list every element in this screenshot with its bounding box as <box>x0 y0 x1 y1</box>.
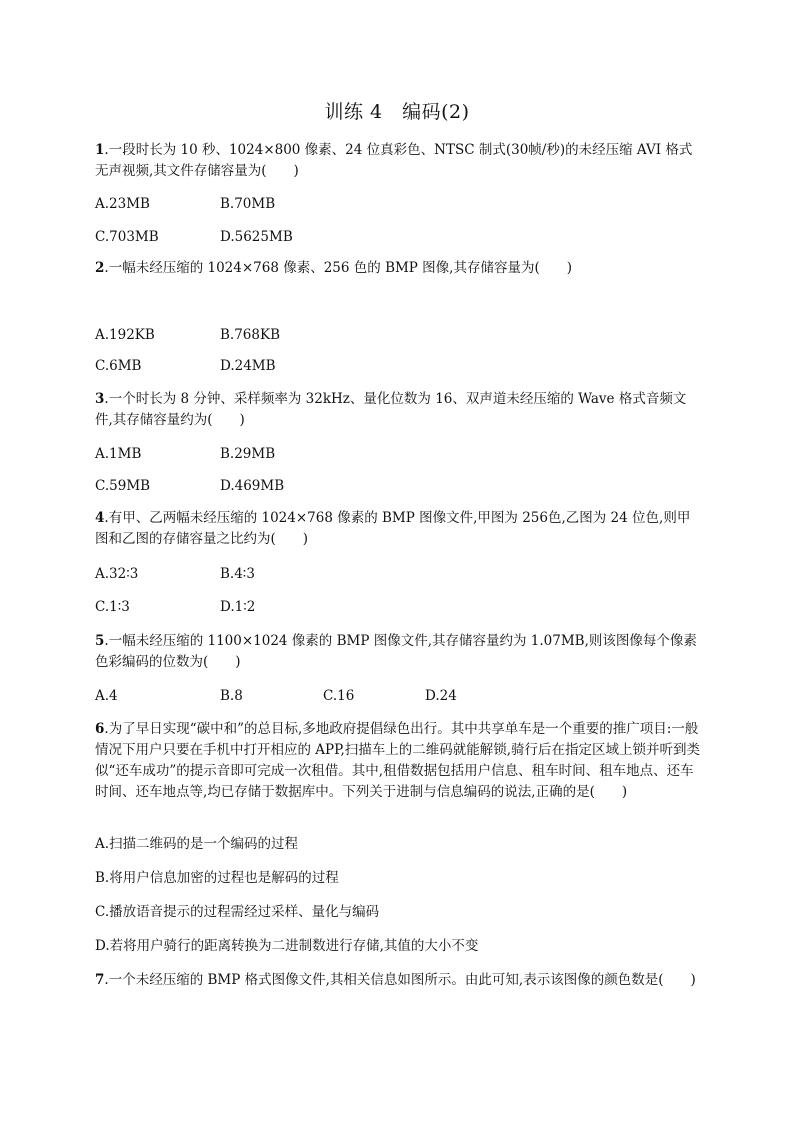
question-stem: .一幅未经压缩的 1100×1024 像素的 BMP 图像文件,其存储容量约为 1.07MB,则该图像每个像素色彩编码的位数为( ) <box>95 633 697 670</box>
question-stem: .为了早日实现“碳中和”的总目标,多地政府提倡绿色出行。其中共享单车是一个重要的推广项目:一般情况下用户只要在手机中打开相应的 APP,扫描车上的二维码就能解锁,骑行后在指定区域上锁并听到类似“还车成功”的提示音即可完成一次租借。其中,租借数据包括用户信息、租车时间、租车地点、还车时间、还车地点等,均已存储于数据库中。下列关于进制与信息编码的说法,正确的是( ) <box>95 721 701 800</box>
question-number: 1 <box>95 142 105 158</box>
question-6 <box>95 719 703 803</box>
option-c[interactable]: C.1∶3 <box>95 599 130 615</box>
question-number: 2 <box>95 260 105 276</box>
option-c[interactable]: C.59MB <box>95 478 151 494</box>
option-d[interactable]: D.469MB <box>220 478 285 494</box>
options-row <box>95 195 275 213</box>
options-row <box>95 598 255 616</box>
question-number: 6 <box>95 721 105 737</box>
options-row <box>95 445 275 463</box>
question-5 <box>95 631 703 673</box>
question-7 <box>95 970 703 991</box>
option-a[interactable]: A.4 <box>95 688 118 704</box>
question-number: 3 <box>95 391 105 407</box>
options-row <box>95 228 293 246</box>
question-stem: .一个时长为 8 分钟、采样频率为 32kHz、量化位数为 16、双声道未经压缩的 Wave 格式音频文件,其存储容量约为( ) <box>95 391 687 428</box>
options-row <box>95 357 276 375</box>
question-stem: .一段时长为 10 秒、1024×800 像素、24 位真彩色、NTSC 制式(30帧/秒)的未经压缩 AVI 格式无声视频,其文件存储容量为( ) <box>95 142 693 179</box>
option-c[interactable]: C.16 <box>323 688 355 704</box>
question-number: 7 <box>95 972 105 988</box>
question-3 <box>95 389 703 431</box>
option-a[interactable]: A.扫描二维码的是一个编码的过程 <box>95 836 299 852</box>
question-stem: .一幅未经压缩的 1024×768 像素、256 色的 BMP 图像,其存储容量为( ) <box>104 260 573 276</box>
option-a[interactable]: A.23MB <box>95 196 150 212</box>
option-c[interactable]: C.6MB <box>95 358 142 374</box>
option-d[interactable]: D.24 <box>425 688 457 704</box>
option-a[interactable]: A.192KB <box>95 327 155 343</box>
option-b[interactable]: B.将用户信息加密的过程也是解码的过程 <box>95 870 339 886</box>
option-d[interactable]: D.5625MB <box>220 229 293 245</box>
option-b[interactable]: B.4∶3 <box>220 566 255 582</box>
option-b[interactable]: B.29MB <box>220 446 276 462</box>
options-row <box>95 326 280 344</box>
option-d[interactable]: D.若将用户骑行的距离转换为二进制数进行存储,其值的大小不变 <box>95 938 479 954</box>
options-row <box>95 687 457 705</box>
question-stem: .一个未经压缩的 BMP 格式图像文件,其相关信息如图所示。由此可知,表示该图像的颜色数是( ) <box>104 972 696 988</box>
question-number: 4 <box>95 510 105 526</box>
option-d[interactable]: D.1∶2 <box>220 599 256 615</box>
options-row <box>95 565 255 583</box>
option-c[interactable]: C.703MB <box>95 229 159 245</box>
page-title: 训练 4 编码(2) <box>324 101 470 123</box>
option-a[interactable]: A.32∶3 <box>95 566 139 582</box>
option-d[interactable]: D.24MB <box>220 358 276 374</box>
question-stem: .有甲、乙两幅未经压缩的 1024×768 像素的 BMP 图像文件,甲图为 256色,乙图为 24 位色,则甲图和乙图的存储容量之比约为( ) <box>95 510 691 547</box>
question-number: 5 <box>95 633 105 649</box>
question-1 <box>95 140 703 182</box>
question-2 <box>95 258 703 279</box>
options-row <box>95 477 284 495</box>
option-b[interactable]: B.768KB <box>220 327 280 343</box>
option-b[interactable]: B.70MB <box>220 196 276 212</box>
option-c[interactable]: C.播放语音提示的过程需经过采样、量化与编码 <box>95 904 380 920</box>
option-a[interactable]: A.1MB <box>95 446 142 462</box>
option-b[interactable]: B.8 <box>220 688 243 704</box>
question-4 <box>95 508 703 550</box>
